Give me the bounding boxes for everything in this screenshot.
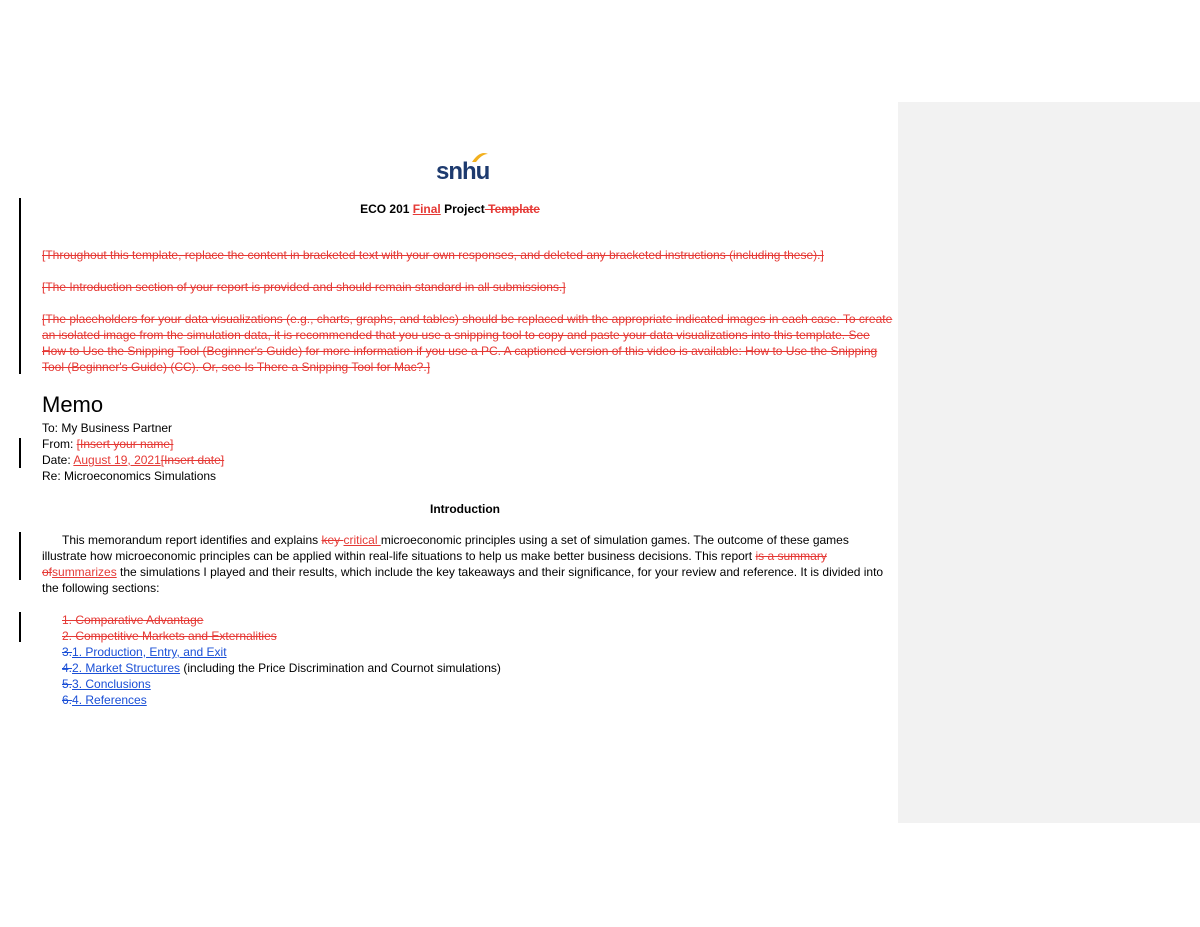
- link-production-entry-exit[interactable]: Production, Entry, and Exit: [82, 645, 227, 659]
- deleted-section-item: 2. Competitive Markets and Externalities: [62, 629, 277, 643]
- instruction-line: How to Use the Snipping Tool (Beginner's Guide) for more information if you use a PC. A captioned version of this video is available: How to Use the Snipping: [42, 344, 878, 358]
- link-market-structures[interactable]: Market Structures: [82, 661, 181, 675]
- instruction-line: [The placeholders for your data visualizations (e.g., charts, graphs, and tables) should be replaced with the appropriate indicated images in each case. To create: [42, 312, 893, 326]
- change-bar: [19, 532, 21, 580]
- introduction-heading: Introduction: [430, 502, 500, 516]
- deleted-text: key: [321, 533, 344, 547]
- inserted-text: August 19, 2021: [73, 453, 161, 467]
- deleted-text: is a summary: [755, 549, 827, 563]
- change-bar: [19, 438, 21, 468]
- deleted-text: [Insert your name]: [76, 437, 174, 451]
- change-bar: [19, 198, 21, 374]
- intro-paragraph-line: This memorandum report identifies and explains key critical microeconomic principles using a set of simulation games. The outcome of these games: [62, 533, 849, 547]
- memo-from: From: [Insert your name]: [42, 437, 174, 451]
- intro-paragraph-line: illustrate how microeconomic principles can be applied within real-life situations to help us make better business decisions. This report is a summary: [42, 549, 827, 563]
- snhu-logo: [436, 150, 492, 186]
- memo-date: Date: August 19, 2021[Insert date]: [42, 453, 225, 467]
- intro-paragraph-line: the following sections:: [42, 581, 160, 595]
- deleted-section-item: 1. Comparative Advantage: [62, 613, 204, 627]
- deleted-text: of: [42, 565, 53, 579]
- document-title: ECO 201 Final Project Template: [360, 202, 540, 216]
- section-item-references: 6.4. References: [62, 693, 147, 707]
- section-item-production: 3.1. Production, Entry, and Exit: [62, 645, 227, 659]
- instruction-line: Tool (Beginner's Guide) (CC). Or, see Is There a Snipping Tool for Mac?.]: [42, 360, 431, 374]
- inserted-text: critical: [343, 533, 381, 547]
- link-references[interactable]: References: [82, 693, 147, 707]
- memo-re: Re: Microeconomics Simulations: [42, 469, 217, 483]
- instruction-line: [The Introduction section of your report is provided and should remain standard in all submissions.]: [42, 280, 566, 294]
- change-bar: [19, 612, 21, 642]
- section-item-market-structures: 4.2. Market Structures (including the Price Discrimination and Cournot simulations): [62, 661, 501, 675]
- logo-text: snhu: [436, 158, 490, 185]
- intro-paragraph-line: ofsummarizes the simulations I played and their results, which include the key takeaways and their significance, for your review and reference. It is divided into: [42, 565, 884, 579]
- deleted-text: [Insert date]: [160, 453, 225, 467]
- link-conclusions[interactable]: Conclusions: [82, 677, 151, 691]
- instruction-line: an isolated image from the simulation data, it is recommended that you use a snipping tool to copy and paste your data visualizations into this template. See: [42, 328, 870, 342]
- deleted-text: Template: [484, 202, 540, 216]
- memo-heading: Memo: [42, 392, 104, 417]
- comment-pane: [898, 102, 1200, 823]
- section-item-conclusions: 5.3. Conclusions: [62, 677, 151, 691]
- memo-to: To: My Business Partner: [42, 421, 173, 435]
- instruction-line: [Throughout this template, replace the content in bracketed text with your own responses, and deleted any bracketed instructions (including these).]: [42, 248, 824, 262]
- inserted-text: Final: [412, 202, 441, 216]
- inserted-text: summarizes: [52, 565, 117, 579]
